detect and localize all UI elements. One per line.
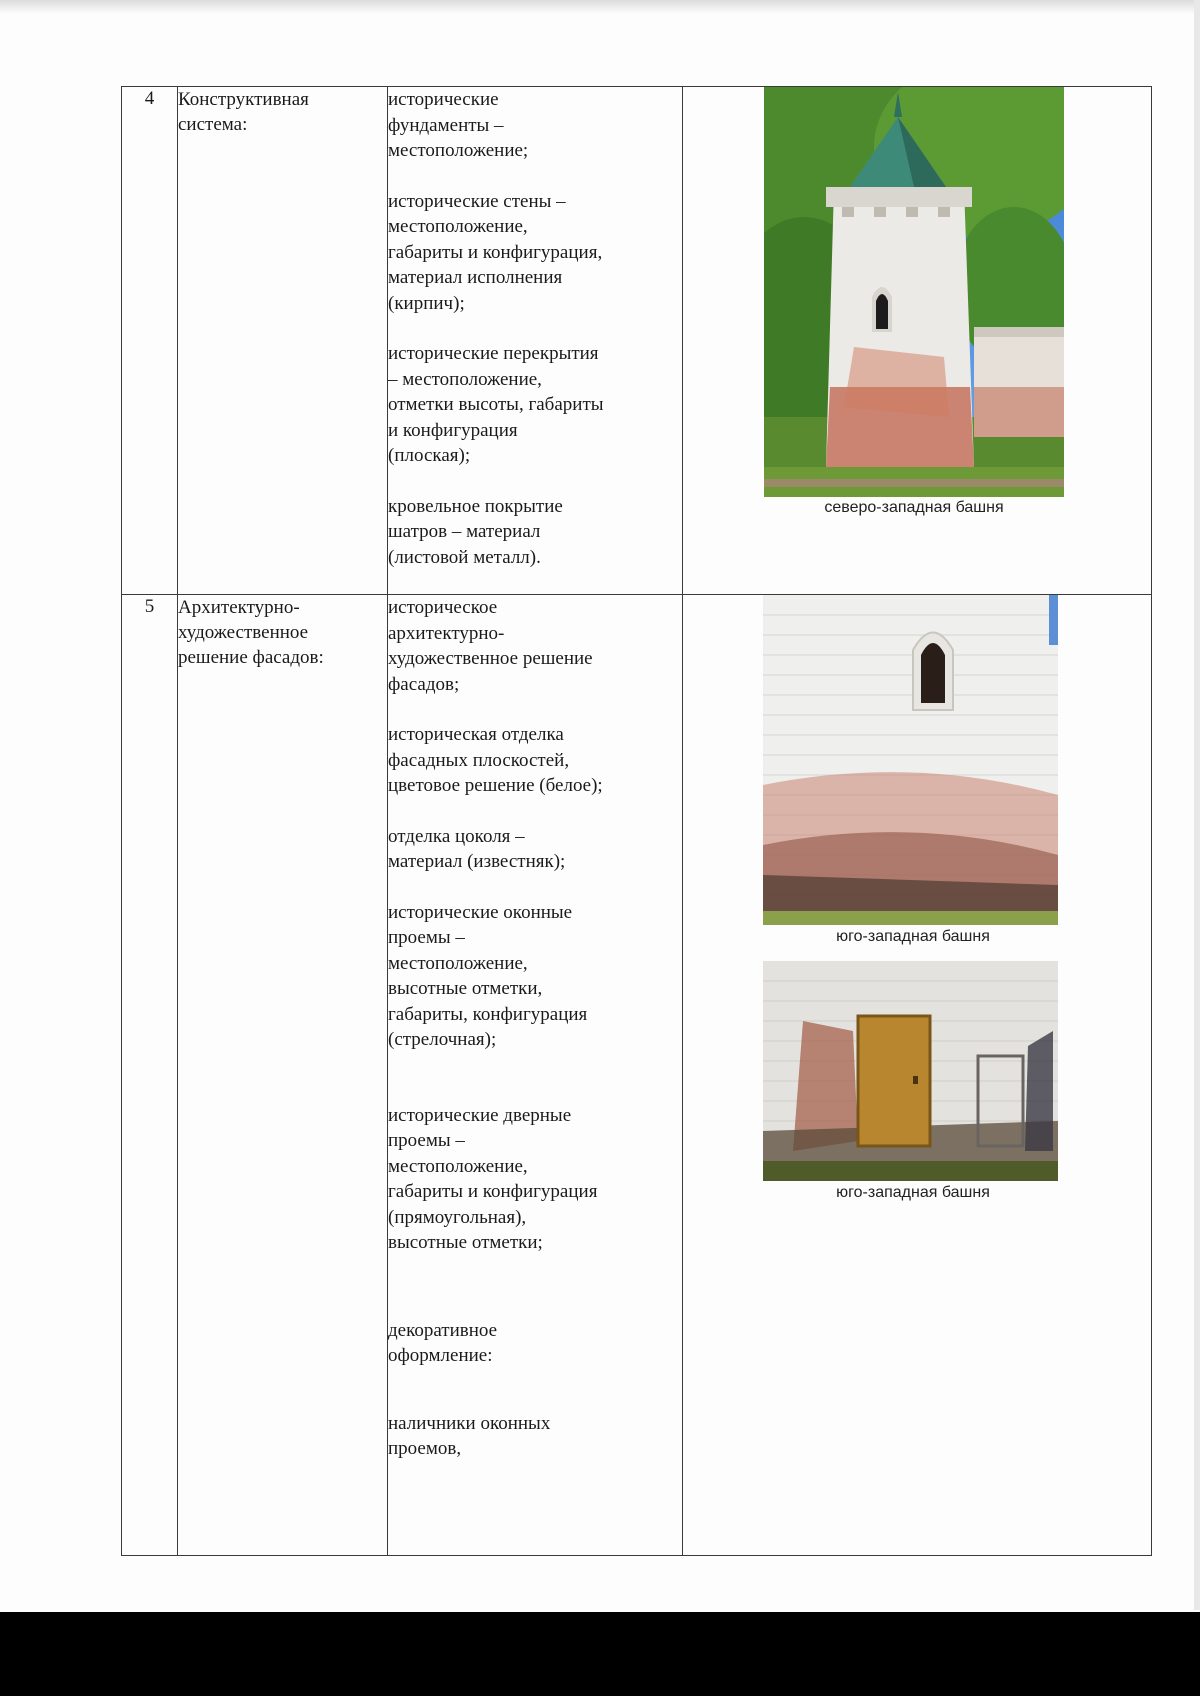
item-window-frames: наличники оконных проемов, (388, 1412, 551, 1459)
item-plinth: отделка цоколя – материал (известняк); (388, 825, 566, 872)
table-row (122, 595, 1152, 1556)
row-title: Конструктивная система: (178, 87, 388, 595)
photo-caption: северо-западная башня (824, 499, 1004, 516)
table-row (122, 87, 1152, 595)
photo-cell (683, 87, 1152, 595)
item-floors: исторические перекрытия – местоположение, отметки высоты, габариты и конфигурация (плоская); (388, 343, 604, 466)
item-facade-solution: историческое архитектурно- художественное решение фасадов; (388, 597, 593, 695)
row-number: 4 (122, 87, 178, 595)
item-decor: декоративное оформление: (388, 1319, 498, 1366)
item-foundations: исторические фундаменты – местоположение; (388, 89, 529, 161)
scan-edge-top (0, 0, 1200, 14)
item-doors: исторические дверные проемы – местоположение, габариты и конфигурация (прямоугольная), высотные отметки; (388, 1104, 598, 1253)
row-number: 5 (122, 595, 178, 1556)
row-title: Архитектурно- художественное решение фасадов: (178, 595, 388, 1556)
row-description (388, 87, 683, 595)
photo-southwest-tower-door (763, 961, 1058, 1181)
photo-southwest-tower-window (763, 595, 1058, 925)
monument-protection-table (121, 86, 1152, 1556)
scan-bottom-band (0, 1612, 1200, 1696)
item-facade-finish: историческая отделка фасадных плоскостей, цветовое решение (белое); (388, 724, 603, 796)
photo-caption: юго-западная башня (836, 928, 990, 945)
photo-cell (683, 595, 1152, 1556)
row-description (388, 595, 683, 1556)
item-roofing: кровельное покрытие шатров – материал (листовой металл). (388, 495, 563, 568)
photo-caption: юго-западная башня (836, 1184, 990, 1201)
scan-edge-right (1194, 0, 1200, 1610)
item-walls: исторические стены – местоположение, габариты и конфигурация, материал исполнения (кирпич); (388, 190, 603, 314)
photo-northwest-tower (764, 87, 1064, 497)
item-windows: исторические оконные проемы – местоположение, высотные отметки, габариты, конфигурация (стрелочная); (388, 901, 588, 1050)
